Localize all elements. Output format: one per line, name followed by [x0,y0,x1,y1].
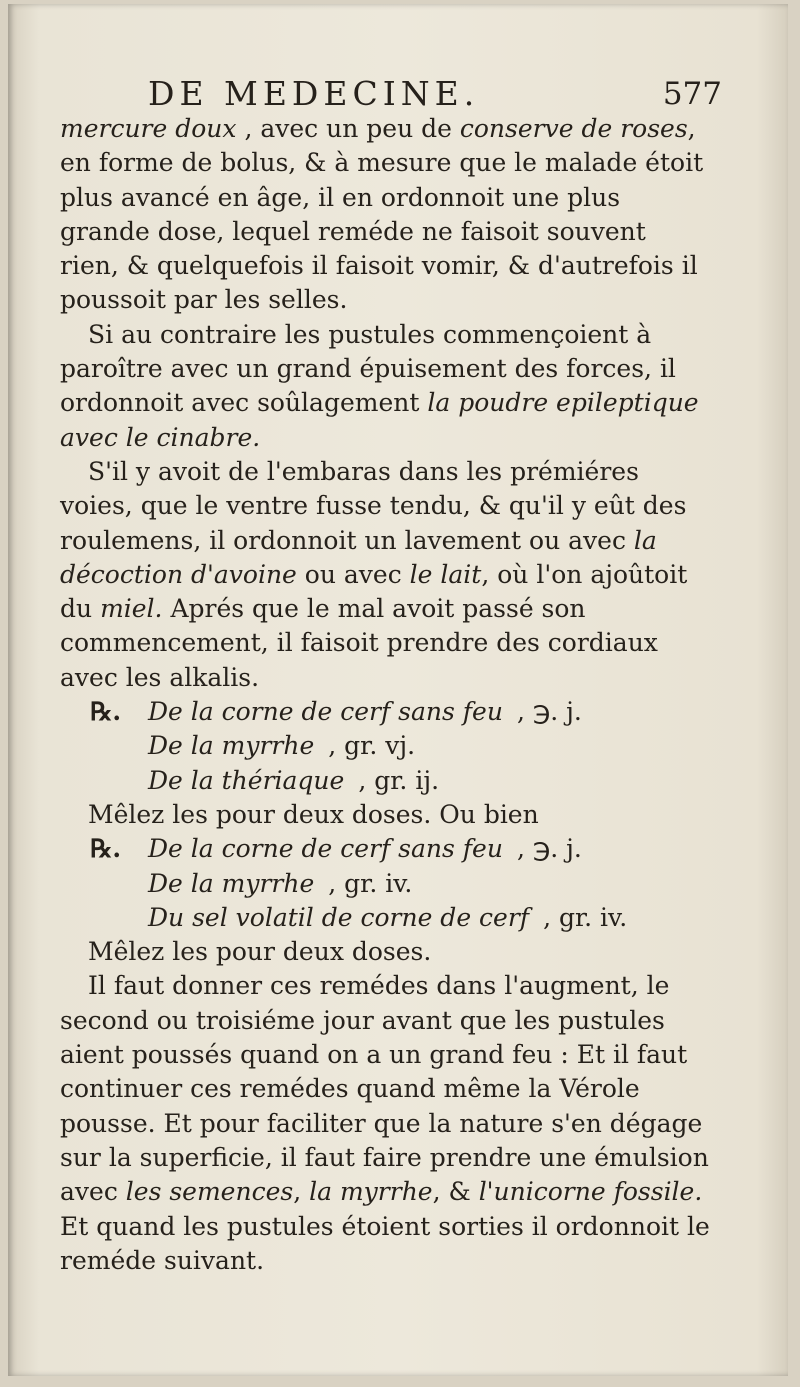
prescription-line [60,729,710,763]
page-number: 577 [662,76,722,112]
ingredient-dose: , gr. ij. [358,765,440,795]
prescription-1 [60,695,710,798]
ingredient-name: De la corne de cerf sans feu [148,834,503,864]
italic-term: la poudre epileptique avec le cinabre. [60,388,699,452]
text-run: , & [432,1177,479,1207]
recipe-symbol: ℞. [90,697,122,727]
italic-term: les semences [125,1177,294,1207]
mixing-instruction-1: Mêlez les pour deux doses. Ou bien [88,799,539,829]
prescription-line [60,832,710,866]
running-title: DE MEDECINE. [148,74,480,113]
paragraph-4 [60,969,710,1278]
text-run: Aprés que le mal avoit passé son commencement, il faisoit prendre des cordiaux avec les alkalis. [60,594,658,692]
italic-term: mercure doux [60,114,237,143]
ingredient-dose: , gr. iv. [543,902,628,932]
ingredient-dose: , ℈. j. [516,834,582,864]
mixing-instruction-2: Mêlez les pour deux doses. [88,937,432,967]
italic-term: conserve de roses [459,114,688,143]
ingredient-name: Du sel volatil de corne de cerf [148,902,530,932]
text-run: ou avec [296,559,410,589]
text-run: , en forme de bolus, & à mesure que le malade étoit plus avancé en âge, il en ordonnoit une plus grande dose, lequel reméde ne faisoit souvent rien, & quelquefois il faisoit vomir, & d'autrefois il poussoit par les selles. [60,114,704,315]
italic-term: la myrrhe [309,1177,433,1207]
italic-term: le lait [409,559,482,589]
paragraph-2 [60,318,710,455]
book-page [8,4,788,1376]
ingredient-name: De la myrrhe [148,868,315,898]
italic-term: la décoction d'avoine [60,525,657,589]
text-run: Et quand les pustules étoient sorties il ordonnoit le reméde suivant. [60,1211,710,1275]
text-run: , [293,1177,310,1207]
italic-term: miel. [100,594,163,624]
ingredient-dose: , ℈. j. [516,697,582,727]
text-run: S'il y avoit de l'embaras dans les prémiéres voies, que le ventre fusse tendu, & qu'il y eût des roulemens, il ordonnoit un lavement ou avec [60,456,687,555]
prescription-line [60,867,710,901]
ingredient-dose: , gr. vj. [328,731,416,761]
text-run: Si au contraire les pustules commençoient à paroître avec un grand épuisement des forces, il ordonnoit avec soûlagement [60,319,676,418]
ingredient-dose: , gr. iv. [328,868,413,898]
ingredient-name: De la thériaque [148,765,345,795]
text-run: , où l'on ajoûtoit du [60,559,688,624]
text-run: , avec un peu de [236,114,460,143]
recipe-symbol: ℞. [90,834,122,864]
prescription-line [60,695,710,729]
page-body [60,112,710,1278]
italic-term: l'unicorne fossile. [478,1177,703,1207]
ingredient-name: De la corne de cerf sans feu [148,697,503,727]
prescription-2 [60,832,710,935]
prescription-line [60,764,710,798]
paragraph-3 [60,455,710,695]
ingredient-name: De la myrrhe [148,731,315,761]
paragraph-1 [60,112,710,318]
prescription-line [60,901,710,935]
text-run: Il faut donner ces remédes dans l'augment, le second ou troisiéme jour avant que les pustules aient poussés quand on a un grand feu : Et il faut continuer ces remédes quand même la Vérole pousse. Et pour faciliter que la nature s'en dégage sur la superficie, il faut faire prendre une émulsion avec [60,971,709,1207]
